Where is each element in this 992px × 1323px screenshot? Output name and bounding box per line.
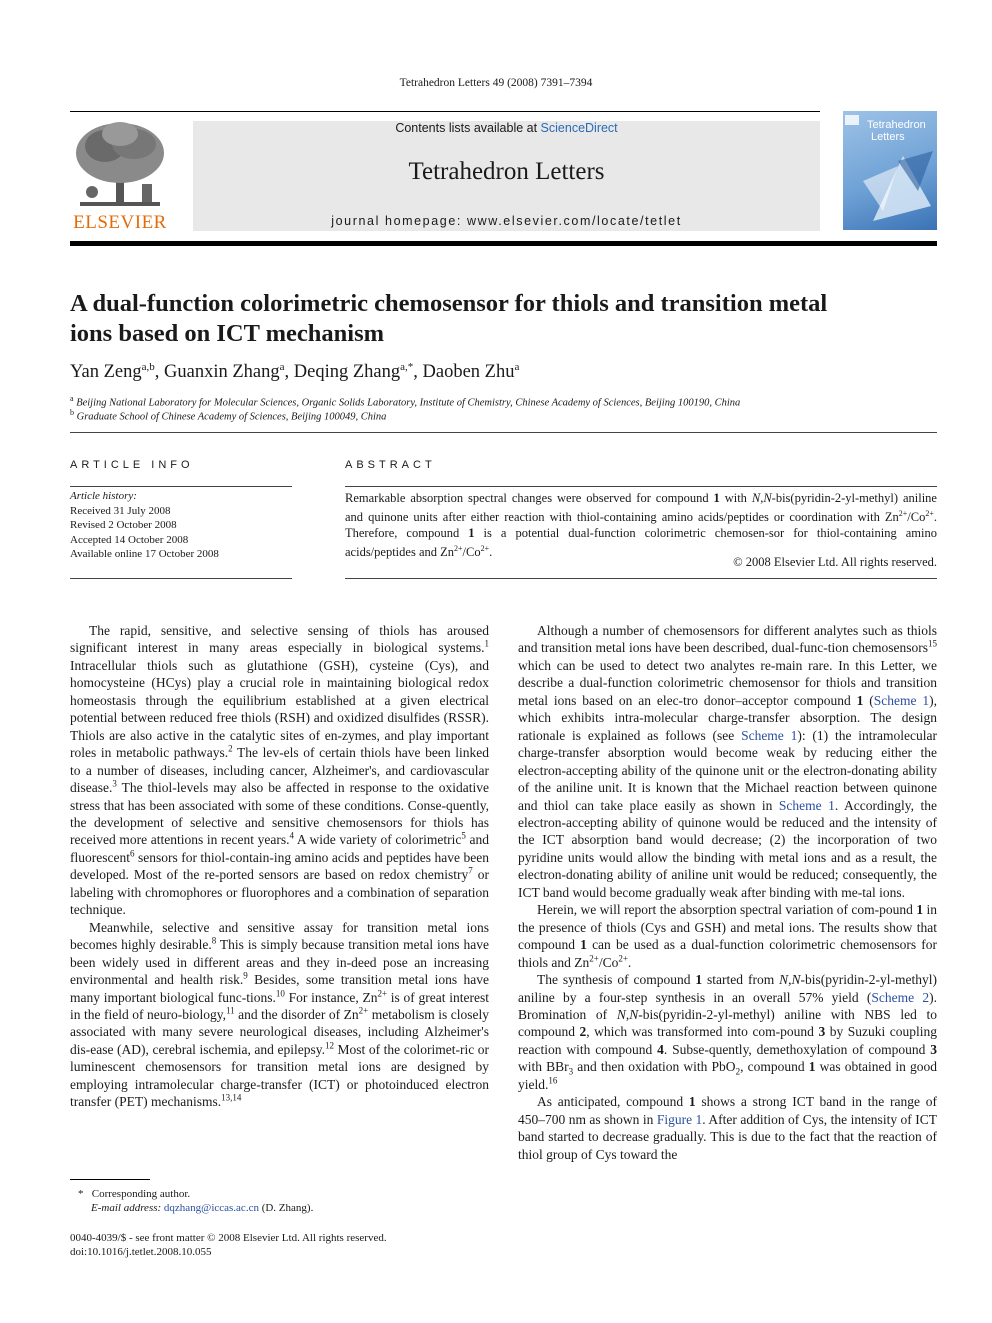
article-info-heading: ARTICLE INFO <box>70 459 194 471</box>
abstract-heading: ABSTRACT <box>345 459 436 471</box>
journal-name: Tetrahedron Letters <box>408 158 605 185</box>
affiliation-text: Graduate School of Chinese Academy of Sciences, Beijing 100049, China <box>76 411 387 423</box>
elsevier-logo <box>70 118 170 233</box>
article-history <box>70 489 292 562</box>
body-paragraph: Meanwhile, selective and sensitive assay for transition metal ions becomes highly desirable.$^8$ This is simply because transition metal ions have been widely used in different areas and they in-deed pose an increasing environmental and health risk.$^9$ Besides, some transition metal ions have many important biological func-tions.$^{10}$ For instance, $Zn^{2+}$ is of great interest in the field of neuro-biology,$^{11}$ and the disorder of $Zn^{2+}$ metabolism is closely associated with many severe neurological diseases, including Alzheimer's dis-ease (AD), cerebral ischemia, and epilepsy.$^{12}$ Most of the colorimet-ric or luminescent chemosensors for transition metal ions are designed by employing intramolecular charge-transfer (ICT) or photoinduced electron transfer (PET) mechanisms.$^{13,14}$ <box>70 919 490 1110</box>
author-sup: a,* <box>400 361 414 373</box>
author-name: Yan Zeng <box>70 362 142 383</box>
section-rule <box>70 432 937 433</box>
revised-date: Revised 2 October 2008 <box>70 519 177 531</box>
journal-citation: Tetrahedron Letters 49 (2008) 7391–7394 <box>399 77 593 89</box>
cover-title <box>867 119 937 143</box>
body-paragraph: The rapid, sensitive, and selective sensing of thiols has aroused significant interest in many areas especially in biological systems.$^1$ Intracellular thiols such as glutathione (GSH), cysteine (Cys), and homocysteine (HCys) play a crucial role in maintaining biological redox homeostasis through the equilibrium established at a given electrical potential between reduced free thiols (RSH) and oxidized disulfides (RSSR). Thiols are also active in the catalytic sites of en-zymes, and play important roles in metabolic pathways.$^2$ The lev-els of certain thiols have been linked to a number of diseases, including cancer, Alzheimer's, and cardiovascular disease.$^3$ The thiol-levels may also be affected in response to the oxidative stress that has been associated with some of these conditions. Conse-quently, the development of selective and sensitive chemosensors for thiols has received more attentions in recent years.$^4$ A wide variety of colorimetric$^5$ and fluorescent$^6$ sensors for thiol-contain-ing amino acids and peptides have been developed. Most of the re-ported sensors are based on redox chemistry$^7$ or labeling with chromophores or fluorophores and a combination of separation technique. <box>70 623 489 918</box>
issn-line: 0040-4039/$ - see front matter © 2008 Elsevier Ltd. All rights reserved. <box>70 1232 387 1244</box>
article-title: A dual-function colorimetric chemosensor for thiols and transition metal ions based on ICT mechanism <box>70 290 828 347</box>
footnote-star: * <box>78 1188 84 1200</box>
accepted-date: Accepted 14 October 2008 <box>70 533 189 546</box>
author-sup: a,b <box>141 361 155 373</box>
doi-line[interactable]: doi:10.1016/j.tetlet.2008.10.055 <box>70 1246 212 1258</box>
contents-line <box>193 121 820 135</box>
author-sup: a <box>514 361 520 373</box>
body-paragraph: Although a number of chemosensors for different analytes such as thiols and transition metal ions have been described, dual-func-tion chemosensors$^{15}$ which can be used to detect two analytes re-main rare. In this Letter, we describe a dual-function colorimetric chemosensor for thiols and transition metal ions based on an elec-tro donor–acceptor compound 1 (Scheme 1), which exhibits intra-molecular charge-transfer absorption. The design rationale is explained as follows (see Scheme 1): (1) the intramolecular charge-transfer absorption would become weak by reducing either the electron-accepting ability of the quinone unit or the electron-donating ability of the aniline unit. It is known that the Michael reaction between quinone and thiol can take place easily as shown in Scheme 1. Accordingly, the electron-accepting ability of quinone would be reduced and the intensity of the ICT absorption band would decrease; (2) the incorporation of two pyridine units would allow the binding with metal ions and as a result, the electron-donating ability of aniline unit would be reduced; consequently, the ICT band would become gradually weak after binding with me-tal ions. <box>518 623 937 900</box>
journal-banner <box>193 121 820 231</box>
abstract-text: Remarkable absorption spectral changes were observed for compound 1 with N,N-bis(pyridin-2-yl-methyl) aniline and quinone units after either reaction with thiol-containing amino acids/peptides or coordination with $Zn^{2+}/Co^{2+}$. Therefore, compound 1 is a potential dual-function colorimetric chemosen-sor for thiol-containing amino acids/peptides and $Zn^{2+}/Co^{2+}$. <box>345 491 937 560</box>
elsevier-wordmark: ELSEVIER <box>73 212 167 233</box>
author-name: Daoben Zhu <box>422 362 515 383</box>
footnote-rule <box>70 1179 150 1180</box>
author-name: Deqing Zhang <box>293 362 401 383</box>
footnote-corresponding: Corresponding author. <box>91 1188 191 1200</box>
copyright: © 2008 Elsevier Ltd. All rights reserved. <box>733 555 937 569</box>
page-footer <box>70 1231 387 1259</box>
author-sup: a <box>279 361 285 373</box>
abstract-rule <box>345 486 937 487</box>
body-paragraph: The synthesis of compound 1 started from N,N-bis(pyridin-2-yl-methyl) aniline by a four-step synthesis in an overall 57% yield (Scheme 2). Bromination of N,N-bis(pyridin-2-yl-methyl) aniline with NBS led to compound 2, which was transformed into com-pound 3 by Suzuki coupling reaction with compound 4. Subse-quently, demethoxylation of compound 3 with BBr$_3$ and then oxidation with PbO$_2$, compound 1 was obtained in good yield.$^{16}$ <box>518 972 937 1092</box>
author-name: Guanxin Zhang <box>164 362 280 383</box>
body-column-left <box>70 622 489 1111</box>
abstract-bottom-rule <box>345 578 937 579</box>
footnote-email-suffix: (D. Zhang). <box>261 1202 314 1214</box>
sciencedirect-link[interactable]: ScienceDirect <box>540 121 618 135</box>
body-paragraph: As anticipated, compound 1 shows a strong ICT band in the range of 450–700 nm as shown in Figure 1. After addition of Cys, the intensity of ICT band started to decrease gradually. This is due to the fact that the reaction of thiol group of Cys toward the <box>518 1094 937 1162</box>
article-info-bottom-rule <box>70 578 292 579</box>
footnote <box>70 1187 490 1215</box>
article-info-rule <box>70 486 292 487</box>
cover-title-line1: Tetrahedron <box>867 119 926 131</box>
affiliation-text: Beijing National Laboratory for Molecular Sciences, Organic Solids Laboratory, Institute of Chemistry, Chinese Academy of Sciences, Beijing 100190, China <box>76 397 741 409</box>
body-paragraph: Herein, we will report the absorption spectral variation of com-pound 1 in the presence of thiols (Cys and GSH) and metal ions. The results show that compound 1 can be used as a dual-function colorimetric chemosensors for thiols and $Zn^{2+}/Co^{2+}$. <box>518 902 937 970</box>
received-date: Received 31 July 2008 <box>70 504 171 517</box>
affiliation-sup: b <box>70 408 74 417</box>
journal-cover <box>843 111 937 230</box>
cover-title-line2: Letters <box>871 131 905 143</box>
affiliation-a <box>70 394 740 409</box>
body-column-right <box>518 622 937 1163</box>
affiliation-sup: a <box>70 394 74 403</box>
journal-homepage[interactable]: journal homepage: www.elsevier.com/locate/tetlet <box>331 214 682 228</box>
affiliation-b <box>70 408 386 423</box>
online-date: Available online 17 October 2008 <box>70 548 219 560</box>
header-rule <box>70 111 820 112</box>
author-list: Yan Zeng$^{a,b}$, Guanxin Zhang$^a$, Deqing Zhang$^{a,*}$, Daoben Zhu$^a$ <box>70 361 520 383</box>
elsevier-tree-icon <box>70 118 170 210</box>
contents-prefix: Contents lists available at <box>395 121 541 135</box>
header-thick-rule <box>70 241 937 246</box>
footnote-email-label: E-mail address: <box>91 1202 162 1214</box>
author-email-link[interactable]: dqzhang@iccas.ac.cn <box>163 1202 259 1214</box>
history-label: Article history: <box>70 490 137 502</box>
